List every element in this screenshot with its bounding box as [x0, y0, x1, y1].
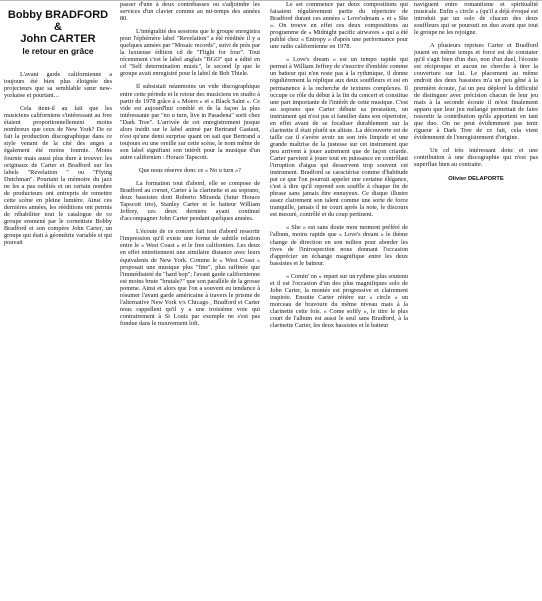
paragraph: L'avant garde californienne a toujours été bien plus éloignée des projecteurs que sa semblable sœur new-yorkaise et pourtant… — [4, 71, 112, 100]
paragraph: Le set commence par deux compositions qui faisaient régulièrement partie du répertoire de Bradford durant ces années « Love'sdream » et « She ». On trouve en effet ces deux compositions au programme de « Midnight pacific airwaves » qui a été publié chez « Entropy » d'après une performance pour une radio californienne en 1978. — [270, 1, 408, 51]
author-signature: Olivier DELAPORTE — [448, 176, 504, 183]
paragraph: Que nous réserve donc ce « No u turn »? — [139, 166, 241, 174]
paragraph: A plusieurs reprises Carter et Bradford jouent en même temps et force est de constater qu'il s'agit bien d'un duo, non d'un duel, l'écoute est réciproque et aucun ne cherche à tirer la couverture sur lui. Le placement au même endroit des deux bassistes m'a un peu gêné à la première écoute, j'ai un peu déploré la difficulté de distinguer avec précision chacun de leur jeu mais à la seconde écoute il m'est finalement apparu que leur jeu mélangé permettait de faire ressortir la contribution qu'ils apportent en tant que duo. On ne peut évidemment pas tenir rigueur à Dark Tree de ce fait, cela vient évidemment de l'enregistrement d'origine. — [414, 42, 538, 141]
paragraph: Il subsistait néanmoins un vide discographique entre cette période et le retour des musiciens en studio à partir de 1978 grâce à « Moers » et « Black Saint ». Ce vide est aujourd'hui comblé et de la façon la plus intéressante par "no u turn, live in Pasadena" sorti chez "Dark Tree". L'arrivée de cet enregistrement jusque alors inédit sur le label animé par Bertrand Gastaut, n'est qu'une demi surprise quant on sait que Bertrand a toujours eu une oreille sur cette scène, le nom même de son label signifiant son intérêt pour la musique d'un autre californien : Horace Tapscott. — [120, 83, 260, 161]
paragraph: L'écoute de ce concert fait tout d'abord ressortir l'impression qu'il existe une forme de subtile relation entre le « West Coast » et le free californien. Les deux en effet entretiennent une similaire distance avec leurs équivalents de New York. Comme le « West Coast » proposait une musique plus "fine", plus raffinée que l'immédiateté du "hard bop"; l'avant garde californienne est moins brute "brutale?" que son parallèle de la grosse pomme. Ainsi et alors que l'on a souvent eu tendance à résumer l'avant garde américaine à travers le prisme de l'alternative New York v/s Chicago , Bradford et Carter nous rappellent qu'il y a une troisième voie qui contrairement à St Louis par exemple ne s'est pas fondue dans le mouvement loft. — [120, 228, 260, 327]
paragraph: « Comin' on » repart sur un rythme plus soutenu et il est l'occasion d'un des plus magnifiques solo de John Carter, la montée est progressive et clairement inspirée. Ensuite Carter réitère sur « circle » un morceau de bravoure du même niveau mais à la clarinette cette fois. « Come softly », le titre le plus court de l'album est aussi le seul sans Bradford, à la clarinette Carter, les deux bassistes et le batteur — [270, 272, 408, 330]
article-header — [4, 9, 112, 57]
paragraph: « Love's dream » est un tempo rapide qui permet à William Jeffrey de s'inscrire d'emblée comme un batteur qui n'en reste pas à la rythmique, il donne régulièrement la réplique aux deux souffleurs et est en permanence à la recherche de textures complexes. Il occupe ce rôle du début à la fin du concert et constitue une part importante de l'intérêt de cette musique. C'est au soprano que Carter débute sa prestation, un instrument qui n'est pas si familier dans son répertoire, en effet avant de se focaliser durablement sur la clarinette il était plutôt un altiste. La découverte est de taille car il s'avère avoir un son très limpide et une grande maîtrise de la justesse sur cet instrument que peu arrivent à jouer autrement que de façon criarde. Carter parvient à jouer tout en puissance en contrôlant l'irruption d'aigus qui desservent trop souvent cet instrument. Bradford se caractérise comme d'habitude par ce que l'on pourrait appeler une certaine élégance, c'est à dire qu'il reprend son souffle à chaque fin de phrase sans jamais être ennuyeux. Ce disque illustre assez clairement son talent comme une sorte de force tranquille, jamais il ne court après la note, le discours est mesuré, contrôlé et du coup pertinent. — [270, 56, 408, 219]
article-subtitle: le retour en grâce — [22, 46, 94, 56]
column-1 — [4, 1, 112, 601]
paragraph: « She » est sans doute mon moment préféré de l'album, moins rapide que « Love's dream » le thème change de direction en son milieu pour aborder les rives de l'introspection nous donnant l'occasion d'apprécier un échange magnifique entre les deux bassistes et le batteur. — [270, 224, 408, 267]
paragraph: passer d'une à deux contrebasses ou s'adjoindre les services d'un clavier comme au mi-temps des années 80. — [120, 1, 260, 23]
paragraph: La formation tout d'abord, elle se compose de Bradford au cornet, Carter à la clarinette et au soprano, deux bassistes dont Roberto Miranda (futur Horace Tapscott trio), Stanley Carter et le batteur William Jeffrey, ces deux derniers ayant continué d'accompagner John Carter pendant quelques années. — [120, 180, 260, 223]
paragraph: Cela tient-il au fait que les musiciens californiens s'intéressant au free étaient proportionnellement moins nombreux que ceux de New York? De ce fait la production discographique dans ce style venant de la cité des anges a également été moins fournie. Moins fournie mais aussi plus dure à trouver. les originaux de Carter et Bradford sur les labels "Revelation " ou "Flying Dutchman". Pourtant la mémoire du jazz ne les a pas oubliés et un certain nombre de producteurs ont entrepris de remettre cette scène en pleine lumière. Ainsi ces dernières années, les rééditions ont permis de réhabiliter tout le catalogue de ce groupe emmené par le cornettiste Bobby Bradford et son compère John Carter, un groupe qui était à géométrie variable et qui pouvait — [4, 105, 112, 247]
paragraph: Un cd très intéressant donc et une contribution à une discographie qui n'est pas superflue bien au contraire. — [414, 146, 538, 168]
paragraph: L'intégralité des sessions que le groupe enregistra pour l'éphémère label "Revelation" a été rééditée il y a quelques années par "Mosaic records", suivi de près par la luxueuse édition cd de "Flight for four". Tout récemment c'est le label anglais "BGO" qui a édité en cd "Self determination music", le second lp que le groupe avait enregistré pour le label de Bob Thiele. — [120, 28, 260, 78]
column-3 — [270, 1, 408, 601]
paragraph: naviguent entre romantisme et spiritualité musicale. Enfin « circle » (qu'il a déjà évoqué est introduit par un solo de chacun des deux souffleurs qui se poursuit en duo avant que tout le groupe ne les rejoigne. — [414, 1, 538, 37]
article-title-line-2: John CARTER — [20, 33, 96, 45]
column-2 — [120, 1, 260, 601]
column-4 — [414, 1, 538, 601]
article-title-line-1: Bobby BRADFORD & — [7, 9, 109, 33]
